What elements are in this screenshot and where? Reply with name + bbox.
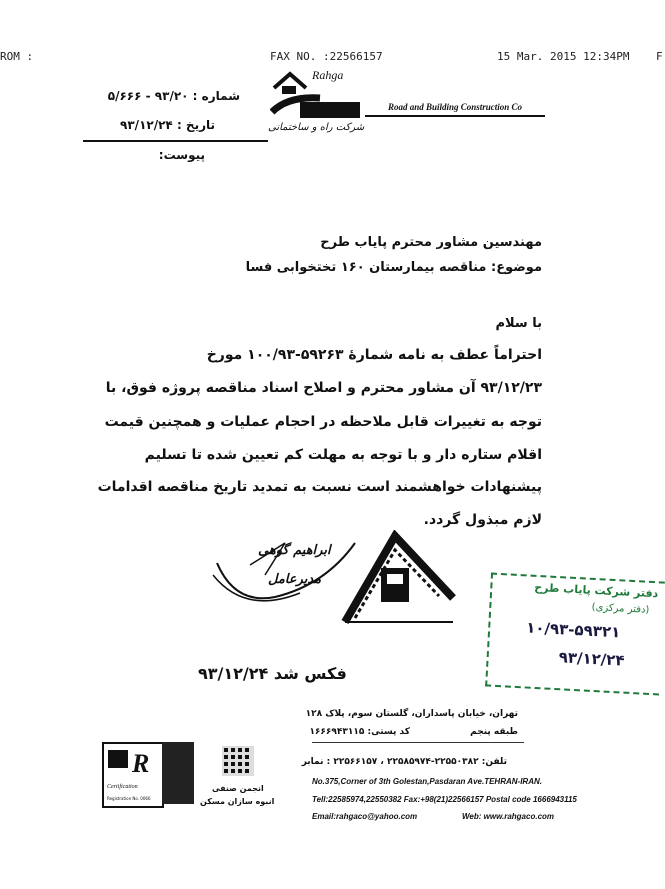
housing-association-logo [216,742,260,780]
footer-email: Email:rahgaco@yahoo.com [312,812,418,821]
date-value: ۹۳/۱۲/۲۴ [120,118,173,132]
stamp-office: (دفتر مرکزی) [591,601,650,616]
footer-phones-fa: تلفن: ۲۲۵۵۰۳۸۲-۲۲۵۸۵۹۷۴ ، ۲۲۵۶۶۱۵۷ : نمابر [301,757,507,767]
certification-label: Certification [107,784,138,790]
certification-reg: Registration No. 0066 [107,796,151,801]
body-line: اقلام ستاره دار و با توجه به مهلت کم تعیین شده تا تسلیم [144,447,542,463]
footer-floor-fa: طبقه پنجم [470,727,518,737]
housing-association-name-2: انبوه سازان مسکن [200,797,275,806]
date-label: تاریخ : [176,118,215,132]
brand-persian: شرکت راه و ساختمانی [268,122,365,133]
letter-number [108,89,240,103]
letterhead-rule-right [365,115,545,117]
footer-postcode-fa: کد پستی: ۱۶۶۶۹۴۳۱۱۵ [309,727,410,737]
brand-bar [300,102,360,118]
fax-from: ROM : [0,50,34,63]
fax-datetime: 15 Mar. 2015 12:34PM [497,50,630,63]
signer-title: مدیرعامل [268,572,322,587]
company-name-en: Road and Building Construction Co [388,102,523,112]
body-line: توجه به تغییرات قابل ملاحظه در احجام عملیات و همچنین قیمت [104,414,542,430]
subject: موضوع: مناقصه بیمارستان ۱۶۰ تختخوابی فسا [245,260,542,275]
stamp-company: دفتر شرکت پایاب طرح [533,580,659,601]
svg-text:R: R [132,749,150,778]
housing-association-name-1: انجمن صنفی [212,784,264,793]
footer-address-en: No.375,Corner of 3th Golestan,Pasdaran Ave.TEHRAN-IRAN. [312,777,542,786]
body-line: لازم مبذول گردد. [423,512,542,528]
certification-mark-icon [104,744,162,784]
building-grid-icon [216,742,260,780]
fax-number: FAX NO. :22566157 [270,50,383,63]
brand-latin: Rahga [312,68,344,82]
stamp-date: ۹۳/۱۲/۲۴ [558,648,626,670]
body-line: احتراماً عطف به نامه شمارهٔ ۵۹۲۶۳-۱۰۰/۹۳ مورخ [206,347,542,363]
certification-dark-panel [162,742,194,804]
signer-name: ابراهیم گوهی [258,543,331,558]
stamp-number: ۱۰/۹۳-۵۹۳۲۱ [525,618,621,642]
footer-strike-line [312,742,524,743]
footer-web: Web: www.rahgaco.com [462,812,555,821]
body-line: ۹۳/۱۲/۲۳ آن مشاور محترم و اصلاح اسناد مناقصه پروژه فوق، با [105,380,542,396]
letter-date [120,118,215,132]
letterhead-rule-left [83,140,268,142]
body-line: پیشنهادات خواهشمند است نسبت به تمدید تاریخ مناقصه اقدامات [97,479,542,495]
number-value: ۹۳/۲۰ - ۵/۶۶۶ [107,89,189,103]
footer-address-fa: تهران، خیابان پاسداران، گلستان سوم، پلاک ۱۲۸ [305,709,518,719]
certification-logo [102,742,164,808]
received-stamp [485,573,665,696]
fax-sent-note: فکس شد ۹۳/۱۲/۲۴ [198,664,347,683]
number-label: شماره : [192,89,240,103]
footer-contact-en: Tell:22585974,22550382 Fax:+98(21)22566157 Postal code 1666943115 [312,795,577,804]
greeting: با سلام [495,316,542,331]
company-stamp-icon [335,530,465,630]
attachment-label: پیوست: [158,148,205,162]
recipient: مهندسین مشاور محترم پایاب طرح [320,235,542,250]
fax-edge: F [656,50,663,63]
